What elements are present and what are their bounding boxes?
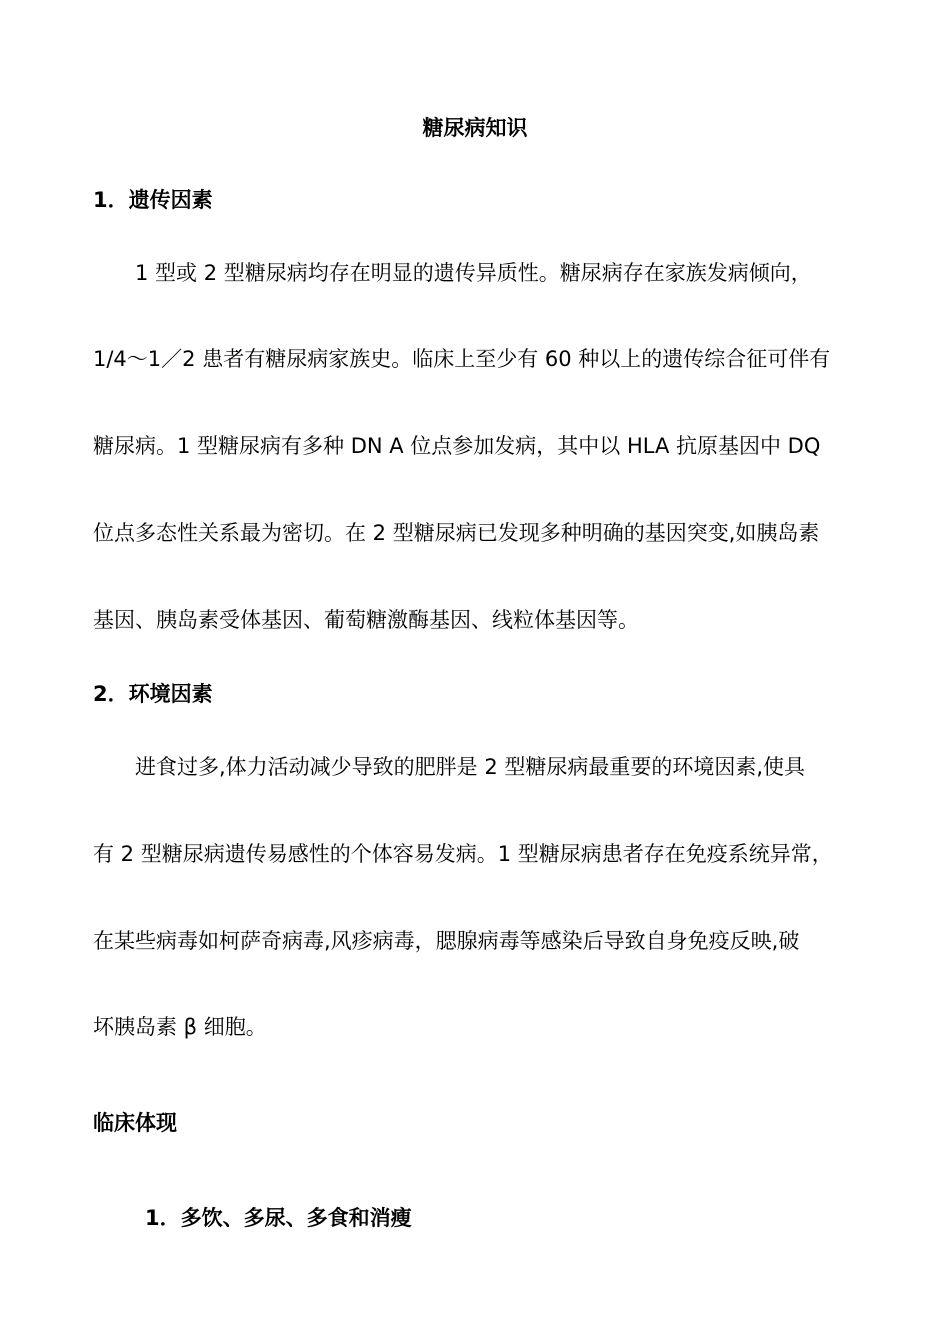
paragraph-line: 基因、胰岛素受体基因、葡萄糖激酶基因、线粒体基因等。 bbox=[93, 608, 639, 632]
paragraph-line: 1 型或 2 型糖尿病均存在明显的遗传异质性。糖尿病存在家族发病倾向， bbox=[135, 261, 812, 285]
paragraph-line: 位点多态性关系最为密切。在 2 型糖尿病已发现多种明确的基因突变,如胰岛素 bbox=[93, 521, 820, 545]
document-title: 糖尿病知识 bbox=[422, 116, 528, 140]
section-heading-environmental-factors: 2．环境因素 bbox=[93, 682, 213, 706]
paragraph-line: 1/4～1／2 患者有糖尿病家族史。临床上至少有 60 种以上的遗传综合征可伴有 bbox=[93, 347, 831, 371]
paragraph-line: 糖尿病。1 型糖尿病有多种 DN A 位点参加发病，其中以 HLA 抗原基因中 DQ bbox=[93, 434, 821, 458]
section-heading-clinical-manifestations: 临床体现 bbox=[93, 1111, 177, 1135]
paragraph-line: 坏胰岛素 β 细胞。 bbox=[93, 1015, 267, 1039]
paragraph-line: 进食过多,体力活动减少导致的肥胖是 2 型糖尿病最重要的环境因素,使具 bbox=[135, 755, 806, 779]
section-heading-genetic-factors: 1．遗传因素 bbox=[93, 188, 213, 212]
paragraph-line: 有 2 型糖尿病遗传易感性的个体容易发病。1 型糖尿病患者存在免疫系统异常， bbox=[93, 842, 833, 866]
paragraph-line: 在某些病毒如柯萨奇病毒,风疹病毒，腮腺病毒等感染后导致自身免疫反映,破 bbox=[93, 929, 800, 953]
subsection-heading-symptoms: 1．多饮、多尿、多食和消瘦 bbox=[145, 1206, 412, 1230]
